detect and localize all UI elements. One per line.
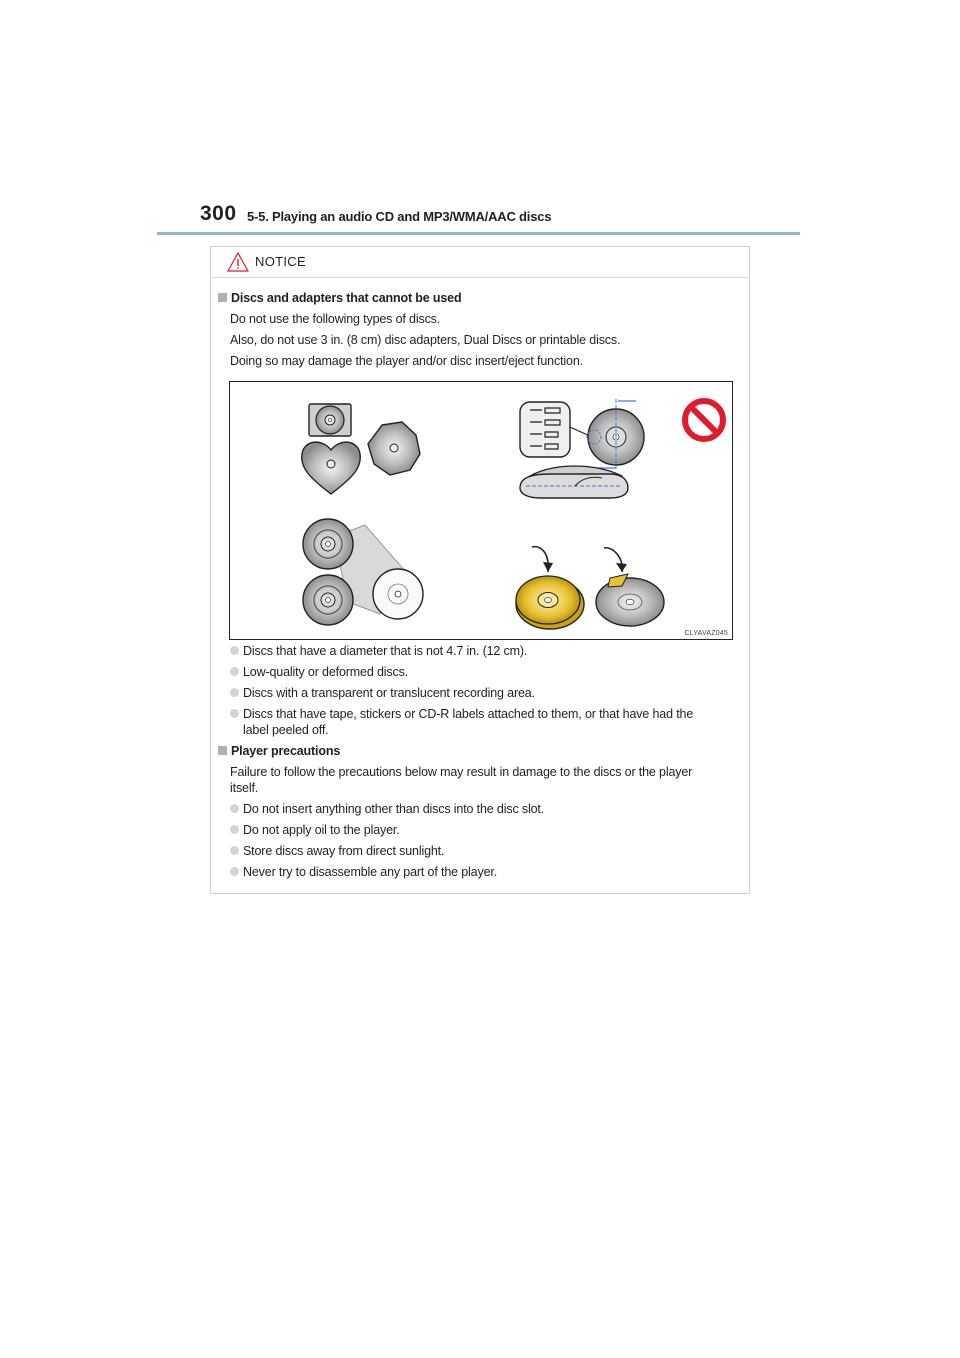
disc-edge-detail bbox=[520, 399, 644, 470]
section-heading-player: Player precautions bbox=[218, 743, 340, 759]
bullet-icon bbox=[230, 646, 239, 655]
list-item: Do not apply oil to the player. bbox=[230, 822, 400, 838]
header-rule bbox=[157, 232, 800, 235]
warning-triangle-icon bbox=[227, 252, 249, 272]
list-item: Discs that have tape, stickers or CD-R labels attached to them, or that have had the bbox=[230, 706, 693, 722]
bullet-icon bbox=[230, 867, 239, 876]
bullet-icon bbox=[230, 804, 239, 813]
list-item: Discs with a transparent or translucent recording area. bbox=[230, 685, 535, 701]
bullet-icon bbox=[230, 667, 239, 676]
square-disc-icon bbox=[309, 404, 351, 436]
list-item: Do not insert anything other than discs into the disc slot. bbox=[230, 801, 544, 817]
gold-disc-icon bbox=[516, 547, 584, 629]
warped-disc-icon bbox=[520, 466, 628, 498]
section-heading-discs: Discs and adapters that cannot be used bbox=[218, 290, 461, 306]
bullet-icon bbox=[230, 688, 239, 697]
body-line: Do not use the following types of discs. bbox=[230, 312, 441, 326]
list-item-continuation: label peeled off. bbox=[243, 723, 329, 737]
list-item: Never try to disassemble any part of the player. bbox=[230, 864, 497, 880]
notice-title: NOTICE bbox=[255, 254, 306, 269]
translucent-disc-group bbox=[303, 519, 423, 625]
sticker-disc-icon bbox=[596, 548, 664, 626]
unsupported-discs-illustration bbox=[230, 382, 733, 640]
octagon-disc-icon bbox=[368, 422, 420, 475]
body-line: Doing so may damage the player and/or disc insert/eject function. bbox=[230, 354, 583, 368]
bullet-icon bbox=[230, 709, 239, 718]
list-item: Store discs away from direct sunlight. bbox=[230, 843, 444, 859]
bullet-icon bbox=[230, 846, 239, 855]
list-item: Discs that have a diameter that is not 4.7 in. (12 cm). bbox=[230, 643, 527, 659]
disc-illustration bbox=[229, 381, 733, 640]
page-header bbox=[200, 202, 800, 234]
square-bullet-icon bbox=[218, 746, 227, 755]
heart-disc-icon bbox=[302, 442, 361, 494]
page-number: 300 bbox=[200, 202, 237, 225]
square-bullet-icon bbox=[218, 293, 227, 302]
bullet-icon bbox=[230, 825, 239, 834]
figure-code: CLYAVAZ045 bbox=[684, 630, 728, 637]
body-line: itself. bbox=[230, 781, 259, 795]
body-line: Failure to follow the precautions below may result in damage to the discs or the player bbox=[230, 765, 693, 779]
body-line: Also, do not use 3 in. (8 cm) disc adapters, Dual Discs or printable discs. bbox=[230, 333, 621, 347]
prohibition-icon bbox=[685, 401, 723, 439]
list-item: Low-quality or deformed discs. bbox=[230, 664, 408, 680]
notice-header bbox=[211, 247, 749, 278]
chapter-title: 5-5. Playing an audio CD and MP3/WMA/AAC discs bbox=[247, 209, 552, 224]
